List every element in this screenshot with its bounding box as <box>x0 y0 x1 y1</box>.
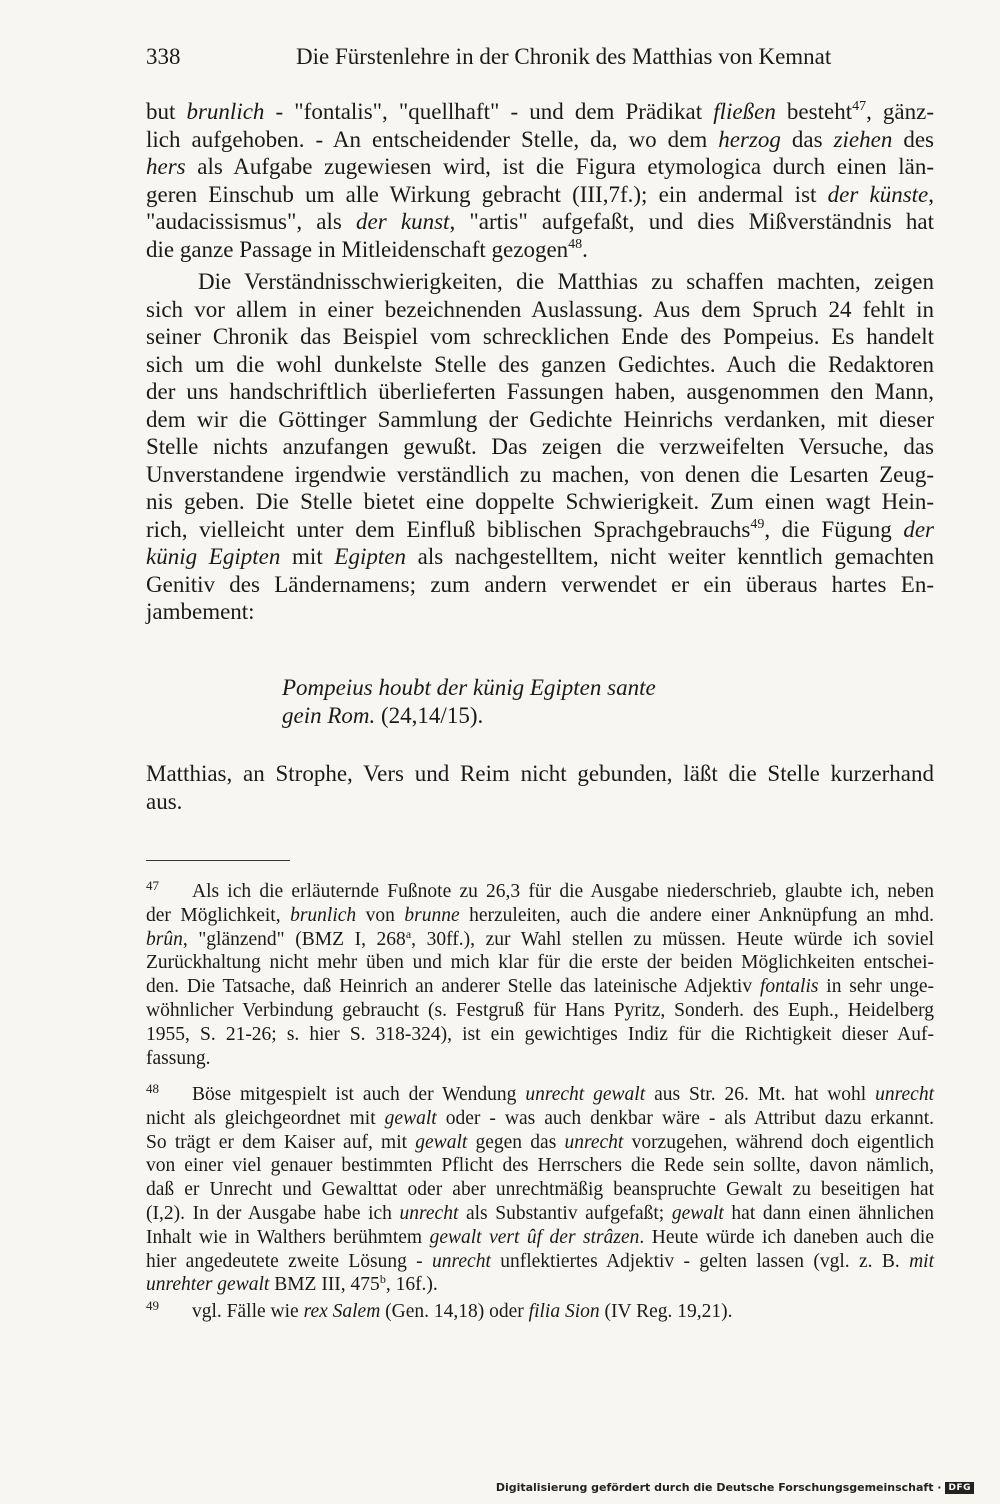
page-header <box>146 44 934 76</box>
footnote-rule <box>146 860 290 861</box>
text-line: sich vor allem in einer bezeichnenden Auslassung. Aus dem Spruch 24 fehlt in <box>146 296 934 322</box>
verse-line: Pompeius houbt der künig Egipten sante <box>282 675 656 700</box>
text-line: Unverstandene irgendwie verständlich zu machen, von denen die Lesarten Zeug- <box>146 461 934 487</box>
footnote-line: Inhalt wie in Walthers berühmtem gewalt vert ûf der strâzen. Heute würde ich daneben auch die <box>146 1226 934 1248</box>
footnote-ref-49: 49 <box>750 516 765 532</box>
digitization-footer <box>496 1481 974 1494</box>
text-line: Stelle nichts anzufangen gewußt. Das zeigen die verzweifelten Versuche, das <box>146 434 934 459</box>
footnote-47 <box>146 880 934 1070</box>
footnote-line: hier angedeutete zweite Lösung - unrecht unflektiertes Adjektiv - gelten lassen (vgl. z. B. mit <box>146 1250 934 1272</box>
footnote-line: 48 Böse mitgespielt ist auch der Wendung unrecht gewalt aus Str. 26. Mt. hat wohl unrecht <box>146 1081 934 1105</box>
footnote-line: brûn, "glänzend" (BMZ I, 268$^a$, 30ff.), zur Wahl stellen zu müssen. Heute würde ich soviel <box>146 926 935 950</box>
footnote-line: (I,2). In der Ausgabe habe ich unrecht als Substantiv aufgefaßt; gewalt hat dann einen ähnlichen <box>146 1202 934 1224</box>
text-line: lich aufgehoben. - An entscheidender Stelle, da, wo dem herzog das ziehen des <box>146 126 934 152</box>
footnote-line: wöhnlicher Verbindung gebraucht (s. Festgruß für Hans Pyritz, Sonderh. des Euph., Heidelberg <box>146 999 934 1021</box>
footnote-line: 47 Als ich die erläuternde Fußnote zu 26,3 für die Ausgabe niederschrieb, glaubte ich, neben <box>146 878 934 902</box>
footnote-line: fassung. <box>146 1047 211 1069</box>
footnote-ref-48: 48 <box>568 236 583 252</box>
footnote-line: 1955, S. 21-26; s. hier S. 318-324), ist ein gewichtiges Indiz für die Richtigkeit dieser Auf- <box>146 1023 934 1045</box>
footnote-line: Zurückhaltung nicht mehr üben und mich klar für die erste der beiden Möglichkeiten entschei- <box>146 952 934 974</box>
dfg-logo: DFG <box>945 1482 974 1494</box>
footnote-line: So trägt er dem Kaiser auf, mit gewalt gegen das unrecht vorzugehen, während doch eigentlich <box>146 1131 934 1153</box>
text-line: der uns handschriftlich überlieferten Fassungen haben, ausgenommen den Mann, <box>146 379 934 404</box>
footnote-line: unrehter gewalt BMZ III, 475$^b$, 16f.). <box>146 1272 438 1296</box>
paragraph-1 <box>146 98 934 263</box>
text-line: Genitiv des Ländernamens; zum andern verwendet er ein überaus hartes En- <box>146 571 934 597</box>
text-line: seiner Chronik das Beispiel vom schrecklichen Ende des Pompeius. Es handelt <box>146 324 934 349</box>
text-line: geren Einschub um alle Wirkung gebracht (III,7f.); ein andermal ist der künste, <box>146 181 934 207</box>
page-number: 338 <box>146 44 181 69</box>
text-line: nis geben. Die Stelle bietet eine doppelte Schwierigkeit. Zum einen wagt Hein- <box>146 489 934 514</box>
footnote-49 <box>146 1300 934 1324</box>
text-line: sich um die wohl dunkelste Stelle des ganzen Gedichtes. Auch die Redaktoren <box>146 351 934 377</box>
footnote-48 <box>146 1083 934 1297</box>
footnote-line: daß er Unrecht und Gewalttat oder aber unrechtmäßig beanspruchte Gewalt zu beseitigen hat <box>146 1179 934 1201</box>
paragraph-3 <box>146 760 934 815</box>
running-title: Die Fürstenlehre in der Chronik des Matthias von Kemnat <box>296 44 832 69</box>
text-line: Matthias, an Strophe, Vers und Reim nicht gebunden, läßt die Stelle kurzerhand <box>146 761 934 786</box>
text-line: hers als Aufgabe zugewiesen wird, ist die Figura etymologica durch einen län- <box>146 154 934 179</box>
paragraph-2 <box>146 268 934 626</box>
footnote-line: den. Die Tatsache, daß Heinrich an anderer Stelle das lateinische Adjektiv fontalis in sehr unge- <box>146 976 934 998</box>
footnote-line: 49 vgl. Fälle wie rex Salem (Gen. 14,18) oder filia Sion (IV Reg. 19,21). <box>146 1298 733 1322</box>
text-line: die ganze Passage in Mitleidenschaft gezogen$^{48}$. <box>146 236 588 262</box>
text-line: "audacissismus", als der kunst, "artis" aufgefaßt, und dies Mißverständnis hat <box>146 209 934 234</box>
text-line: jambement: <box>146 599 255 624</box>
verse-line: gein Rom. (24,14/15). <box>282 702 484 728</box>
text-line: künig Egipten mit Egipten als nachgestelltem, nicht weiter kenntlich gemachten <box>146 544 935 569</box>
text-line: but brunlich - "fontalis", "quellhaft" - und dem Prädikat fließen besteht$^{47}$, gänz- <box>146 99 935 124</box>
footnote-ref-47: 47 <box>852 99 867 114</box>
text-line: rich, vielleicht unter dem Einfluß biblischen Sprachgebrauchs$^{49}$, die Fügung der <box>146 516 934 542</box>
footnote-line: von einer viel genauer bestimmten Pflicht des Herrschers die Rede sein sollte, davon nämlich, <box>146 1155 934 1177</box>
verse-quotation <box>282 674 656 729</box>
italic-term: fließen <box>713 99 776 124</box>
text-line: aus. <box>146 788 183 814</box>
footer-text: Digitalisierung gefördert durch die Deutsche Forschungsgemeinschaft · <box>495 1481 942 1494</box>
footnote-line: nicht als gleichgeordnet mit gewalt oder - was auch denkbar wäre - als Attribut dazu erkannt. <box>146 1107 935 1129</box>
text-line: dem wir die Göttinger Sammlung der Gedichte Heinrichs verdanken, mit dieser <box>146 406 934 432</box>
text-line: Die Verständnisschwierigkeiten, die Matthias zu schaffen machten, zeigen <box>198 269 934 294</box>
footnote-line: der Möglichkeit, brunlich von brunne herzuleiten, auch die andere einer Anknüpfung an mhd. <box>146 904 934 926</box>
italic-term: brunlich <box>186 99 265 124</box>
